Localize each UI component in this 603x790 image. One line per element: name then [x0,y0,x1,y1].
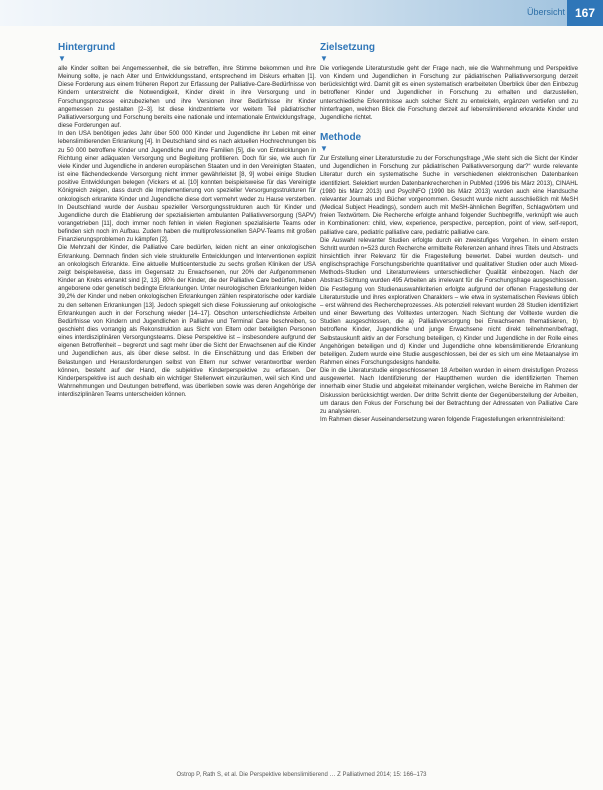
paragraph: Die vorliegende Literaturstudie geht der Frage nach, wie die Wahrnehmung und Perspektive von Kindern und Jugendlichen in Forschung zur pädiatrischen Palliativversorgung derzeit berücksichtigt wird. Damit gilt es einen systematisch erarbeiteten Überblick über den Einbezug betroffener Kinder und Jugendlicher in Forschung zu erhalten und darzustellen, unterschiedliche Erkenntnisse auch solcher Sicht zu entwickeln, ergänzen vertiefen und zu hinterfragen, welchen Blick die Forschung derzeit auf lebenslimitierend erkrankte Kinder und Jugendliche richtet. [320,65,578,121]
arrow-down-icon: ▼ [320,144,328,154]
page-number: 167 [567,0,603,26]
header-bar [0,0,603,26]
left-column [58,42,316,399]
arrow-down-icon: ▼ [58,54,66,63]
paragraph: Im Rahmen dieser Auseinandersetzung waren folgende Fragestellungen erkenntnisleitend: [320,416,565,424]
body-text [58,65,316,399]
paragraph: Die Mehrzahl der Kinder, die Palliative Care bedürfen, leiden nicht an einer onkologischen Erkrankung. Demnach finden sich viele strukturelle Entwicklungen und Interventionen explizit an onkologisch Erkrankte. Eine aktuelle Multicenterstudie zu sechs großen Kliniken der USA zeigt beispielsweise, dass im Gegensatz zu Erwachsenen, nur 20% der Aufgenommenen Kinder an Krebs erkrankt sind [2, 13]. 80% der Kinder, die der Palliative Care bedürfen, haben angeborene oder genetisch bedingte Erkrankungen. Unter neurologischen Erkrankungen leiden 39,2% der Kinder und neben onkologischen Erkrankungen zählen respiratorische oder kardiale zu den seltenen Erkrankungen [13]. Jedoch spiegelt sich diese Fokussierung auf onkologische Erkrankungen auch in der Forschung wieder [14–17]. Obschon unterschiedlichste Arbeiten Bedürfnisse von Kindern und Jugendlichen in Palliative und Terminal Care beschreiben, so geschieht dies vorrangig als Rekonstruktion aus Sicht von Eltern oder beteiligten Personen eines interdisziplinären Versorgungsteams. Diese Perspektive ist – insbesondere aufgrund der eigenen Betroffenheit – begrenzt und sagt mehr über die Sicht der Erwachsenen auf die Kinder und Jugendlichen aus, als über diese selbst. In die Einschätzung und das Erleben der Belastungen und Herausforderungen selbst von Eltern nur schwer verantwortbar werden können, besteht auf der Hand, die subjektive Kinderperspektive zu erfassen. Der Kinderperspektive ist auch deshalb ein wichtiger Stellenwert einzuräumen, weil sich Kind und Wahrnehmungen und Deutungen betreffend, was überlieben sowie was deren Angehörige der interdisziplinären Teams unterscheiden können. [58,244,316,399]
paragraph: In den USA benötigen jedes Jahr über 500 000 Kinder und Jugendliche ihr Leben mit einer lebenslimitierenden Erkrankung [4]. In Deutschland sind es nach aktuellen Hochrechnungen bis zu 50 000 betroffene Kinder und Jugendliche und ihre Familien [5], die von Entwicklungen in Richtung einer adäquaten Versorgung und Begleitung profitieren. Doch für sie, wie auch für viele Kinder und Jugendliche in anderen europäischen Staaten und in den Vereinigten Staaten, ist eine flächendeckende Versorgung nicht immer gewährleistet [8, 9] wobei einige Studien positive Entwicklungen belegen (Vickers et al. [10] konnten beispielsweise für das Vereinigte Königreich zeigen, dass durch die Implementierung von spezieller Versorgungsstrukturen für onkologisch erkrankte Kinder und Jugendliche diese dort vermehrt weder zu Hause versterben. In Deutschland wurde der Ausbau spezieller Versorgungsstrukturen auch für Kinder und Jugendliche durch die Etablierung der spezialisierten ambulanten Palliativversorgung (SAPV) vorangetrieben [11], doch immer noch fehlen in vielen Regionen spezialisierte Teams oder befinden sich noch im Aufbau. Zudem haben die multiprofessionellen SAPV-Teams mit großen Finanzierungsproblemen zu kämpfen [2]. [58,130,316,244]
paragraph: Die in die Literaturstudie eingeschlossenen 18 Arbeiten wurden in einem dreistufigen Prozess ausgewertet. Nach Identifizierung der Hauptthemen wurden die identifizierten Themen innerhalb einer Studie und abgeleitet miteinander verglichen, welche Bereiche im Rahmen der Diskussion berücksichtigt werden. Der dritte Schritt diente der Gegenüberstellung der Arbeiten, um daraus den Fokus der Forschung bei der Betrachtung der Adressaten von Palliative Care zu analysieren. [320,367,578,415]
footer-citation: Ostrop P, Rath S, et al. Die Perspektive lebenslimitierend … Z Palliativmed 2014; 15: 166–173 [176,772,427,778]
section-label: Übersicht [526,7,565,17]
paragraph: Die Auswahl relevanter Studien erfolgte durch ein zweistufiges Vorgehen. In einem ersten Schritt wurden n=523 durch Recherche ermittelte Referenzen anhand ihres Titels und Abstracts hinsichtlich ihrer Relevanz für die Fragestellung bewertet. Dabei wurden deutsch- und englischsprachige Forschungsberichte quantitativer und qualitativer Studien oder auch Mixed-Methods-Studien und Literaturreviews unterschiedlicher Qualität einbezogen. Nach der Abstract-Sichtung wurden 495 Arbeiten als irrelevant für die Forschungsfrage ausgeschlossen. Die Festlegung von Studienauswahlkriterien erfolgte aufgrund der offenen Fragestellung der Literaturstudie und ihres explorativen Charakters – wie etwa in systematischen Reviews üblich – erst während des Rechercheprozesses. Als potenziell relevant wurden 28 Studien identifiziert und einer Bewertung des Volltextes unterzogen. Nach Sichtung der Volltexte wurden die Studien ausgeschlossen, die a) Palliativversorgung bei Erwachsenen thematisieren, b) betroffene Kinder, Jugendliche und junge Erwachsene nicht direkt teilnehmen/befragt, Selbstauskunft aktiv an der Forschung beteiligen, c) Kinder und Jugendliche in der Rolle eines Angehörigen beteiligen und d) Kinder und Jugendliche ohne lebenslimitierende Erkrankung beteiligen. Zudem wurde eine Studie ausgeschlossen, bei der es sich um eine Metaanalyse im Rahmen eines Forschungsdesigns handelte. [320,236,578,366]
arrow-down-icon: ▼ [320,54,328,63]
body-text [320,155,578,424]
heading-zielsetzung: Zielsetzung [320,42,376,53]
paragraph: alle Kinder sollten bei Angemessenheit, die sie betreffen, ihre Stimme bekommen und ihre Meinung sollte, je nach Alter und Entwicklungsstand, entsprechend im Diskurs erhalten [1]. Diese Forderung aus einem früheren Report zur Erfassung der Palliative-Care-Bedürfnisse von Kindern unterstreicht die Notwendigkeit, Kinder direkt in ihre Versorgung und in Forschungsprozesse einzubeziehen und ihre Versionen ihrer Bedürfnisse ihr Kinder angemessen zu gestalten [2–3]. Ist diese kindzentrierte vor weitem Teil pädiatrischer Palliativversorgung und Forschung bereits eine nationale und internationale Entwicklungsfrage, diese Forderungen auf. [58,65,316,130]
heading-methode: Methode [320,132,362,144]
body-text [320,65,578,122]
paragraph: Zur Erstellung einer Literaturstudie zu der Forschungsfrage „Wie steht sich die Sicht der Kinder und Jugendlichen in Forschung zur pädiatrischen Palliativversorgung dar?“ wurde relevante Literatur durch ein systematische Suche in verschiedenen elektronischen Datenbanken identifiziert. Selektiert wurden Datenbankrecherchen in PubMed (1996 bis März 2013), CINAHL (1980 bis März 2013) und PsycINFO (1990 bis März 2013) wurden auch eine Handsuche relevanter Journals und Bücher vorgenommen. Gesucht wurde nicht ausschließlich mit MeSH (Medical Subject Headings), sondern auch mit MeSH-ähnlichen Begriffen, Schlagwörtern und freien Textwörtern. Die Recherche erfolgte anhand folgender Suchbegriffe, verknüpft wie auch in Kombinationen: child, view, experience, perspective, perception, point of view, self-report, palliative care, pediatric palliative care, pediatric palliative care. [320,155,578,236]
right-column [320,42,578,424]
heading-hintergrund: Hintergrund [58,42,116,53]
